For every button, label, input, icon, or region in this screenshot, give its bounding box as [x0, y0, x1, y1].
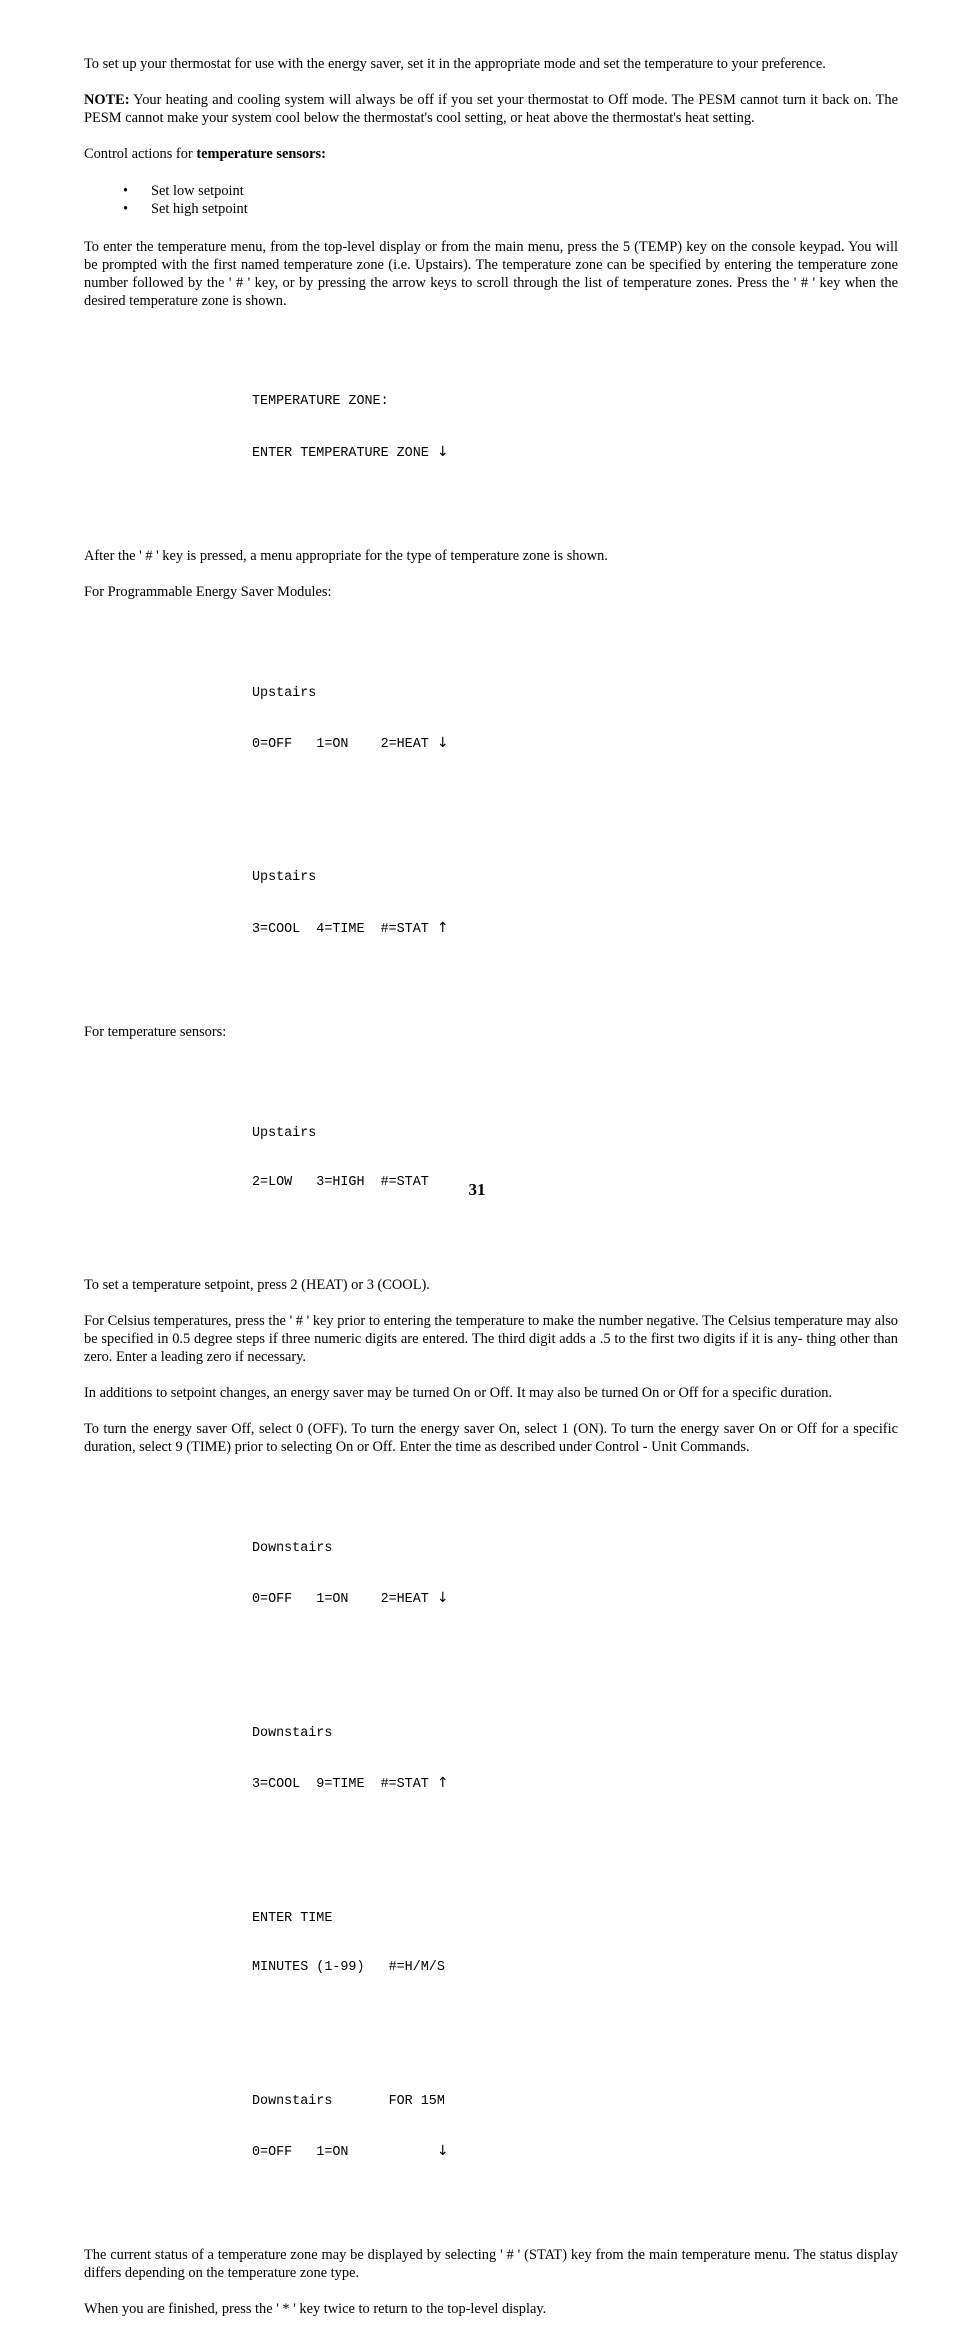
- list-item: [84, 199, 898, 220]
- lcd-screen: [252, 1877, 898, 2010]
- arrow-up-icon: ↑: [436, 1775, 449, 1792]
- bullet-icon: •: [123, 183, 129, 199]
- lcd-line: Downstairs: [252, 1725, 333, 1741]
- lcd-screen: [252, 1092, 898, 1225]
- lcd-screen: [252, 1692, 898, 1827]
- lcd-screen: [252, 652, 898, 787]
- celsius-paragraph: For Celsius temperatures, press the ' # ' key prior to entering the temperature to make the number negative. The Celsius temperature may also be specified in 0.5 degree steps if three numeric digits are entered. The third digit adds a .5 to the first two digits if it is any- thing other than zero. Enter a leading zero if necessary.: [84, 1313, 898, 1366]
- note-text: Your heating and cooling system will always be off if you set your thermostat to Off mode. The PESM cannot turn it back on. The PESM cannot make your system cool below the thermostat's cool setting, or heat above the thermostat's heat setting.: [84, 92, 898, 126]
- lcd-screen: [252, 837, 898, 972]
- lcd-line: [252, 1590, 898, 1609]
- lcd-line: TEMPERATURE ZONE:: [252, 394, 389, 410]
- control-actions-prefix: Control actions for: [84, 146, 197, 162]
- lcd-line: [252, 2143, 898, 2162]
- control-actions-heading: [84, 145, 898, 163]
- pesm-heading: For Programmable Energy Saver Modules:: [84, 584, 332, 601]
- lcd-line: [252, 735, 898, 754]
- lcd-line: Upstairs: [252, 1125, 317, 1141]
- lcd-display-sensor: [252, 1059, 898, 1258]
- arrow-down-icon: ↓: [436, 2143, 449, 2160]
- lcd-line: [252, 920, 898, 939]
- arrow-up-icon: ↑: [436, 920, 449, 937]
- lcd-screen: [252, 1508, 898, 1643]
- control-actions-bold: temperature sensors:: [196, 146, 326, 162]
- lcd-line: Upstairs: [252, 870, 317, 886]
- lcd-line: Downstairs: [252, 1540, 333, 1556]
- sensors-heading: For temperature sensors:: [84, 1024, 227, 1041]
- lcd-display-downstairs: [252, 1474, 898, 2228]
- lcd-line: Downstairs FOR 15M: [252, 2093, 445, 2109]
- lcd-line: Upstairs: [252, 685, 317, 701]
- lcd-line: ENTER TIME: [252, 1910, 333, 1926]
- after-hash-paragraph: After the ' # ' key is pressed, a menu appropriate for the type of temperature zone is shown.: [84, 548, 608, 565]
- note-label: NOTE:: [84, 92, 130, 108]
- lcd-screen: [252, 361, 898, 496]
- finish-paragraph: When you are finished, press the ' * ' key twice to return to the top-level display.: [84, 2301, 547, 2318]
- lcd-display-zone: [252, 328, 898, 529]
- status-paragraph: The current status of a temperature zone may be displayed by selecting ' # ' (STAT) key from the main temperature menu. The status display differs depending on the temperature zone type.: [84, 2247, 898, 2282]
- lcd-screen: [252, 2060, 898, 2195]
- lcd-line: MINUTES (1-99) #=H/M/S: [252, 1960, 445, 1976]
- on-off-paragraph: In additions to setpoint changes, an energy saver may be turned On or Off. It may also be turned On or Off for a specific duration.: [84, 1385, 833, 1402]
- lcd-text: 0=OFF 1=ON: [252, 2145, 437, 2161]
- lcd-text: 0=OFF 1=ON 2=HEAT: [252, 737, 437, 753]
- arrow-down-icon: ↓: [436, 444, 449, 461]
- note-paragraph: [84, 91, 898, 127]
- list-item-text: Set high setpoint: [151, 201, 248, 217]
- lcd-text: 0=OFF 1=ON 2=HEAT: [252, 1592, 437, 1608]
- temp-menu-paragraph: To enter the temperature menu, from the top-level display or from the main menu, press the 5 (TEMP) key on the console keypad. You will be prompted with the first named temperature zone (i.e. Upstairs). The temperature zone can be specified by entering the temperature zone number followed by the ' # ' key, or by pressing the arrow keys to scroll through the list of temperature zones. Press the ' # ' key when the desired temperature zone is shown.: [84, 239, 898, 309]
- lcd-text: 3=COOL 4=TIME #=STAT: [252, 922, 437, 938]
- lcd-text: 3=COOL 9=TIME #=STAT: [252, 1777, 437, 1793]
- lcd-line: [252, 444, 898, 463]
- page-number: 31: [468, 1180, 486, 1199]
- lcd-line: [252, 1775, 898, 1794]
- setpoint-list: [84, 181, 898, 220]
- arrow-down-icon: ↓: [436, 1590, 449, 1607]
- arrow-down-icon: ↓: [436, 735, 449, 752]
- lcd-text: ENTER TEMPERATURE ZONE: [252, 446, 437, 462]
- list-item-text: Set low setpoint: [151, 183, 244, 199]
- turn-paragraph: To turn the energy saver Off, select 0 (OFF). To turn the energy saver On, select 1 (ON). To turn the energy saver On or Off for a specific duration, select 9 (TIME) prior to selecting On or Off. Enter the time as described under Control - Unit Commands.: [84, 1421, 898, 1456]
- setpoint-paragraph: To set a temperature setpoint, press 2 (HEAT) or 3 (COOL).: [84, 1277, 430, 1294]
- lcd-line: 2=LOW 3=HIGH #=STAT: [252, 1175, 429, 1191]
- lcd-display-pesm: [252, 619, 898, 1005]
- intro-paragraph: To set up your thermostat for use with the energy saver, set it in the appropriate mode and set the temperature to your preference.: [84, 56, 826, 72]
- bullet-icon: •: [123, 201, 129, 217]
